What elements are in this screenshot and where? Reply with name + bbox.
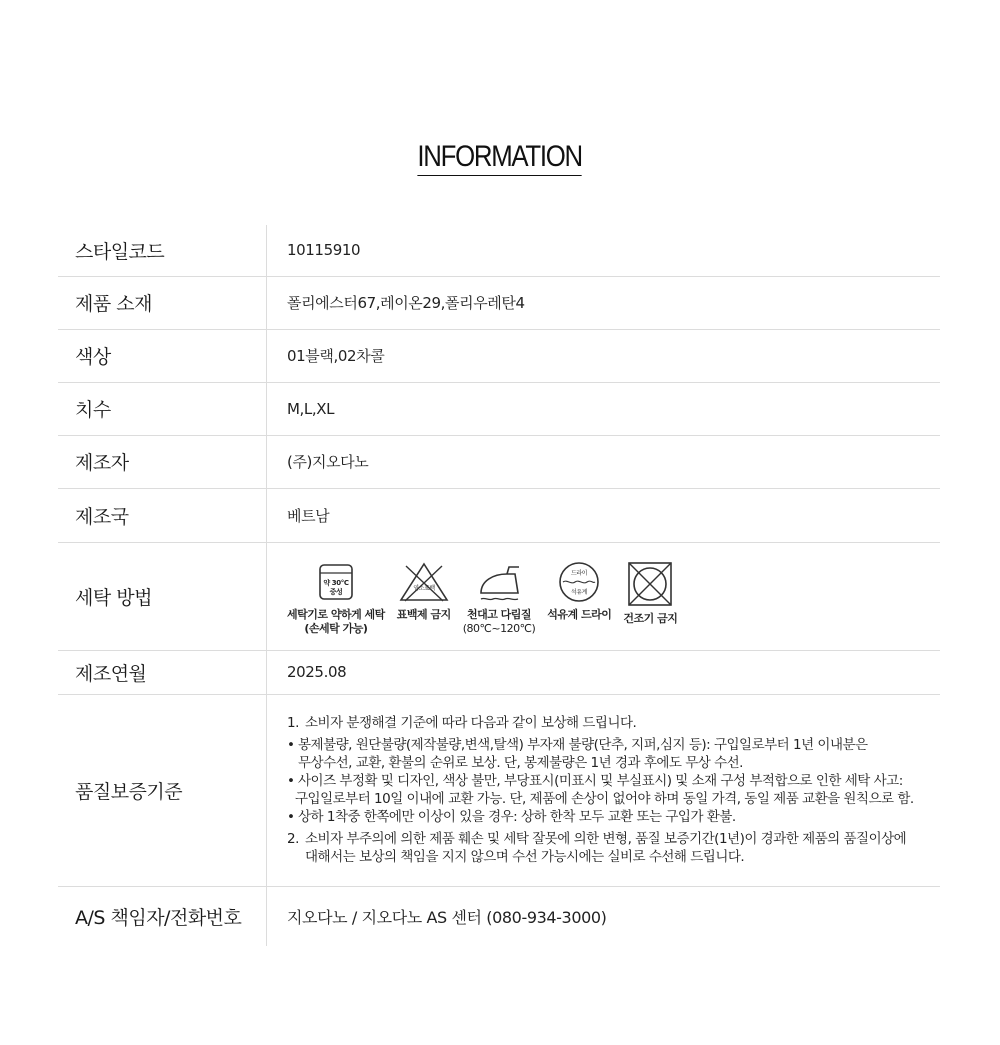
- row-value: 01블랙,02차콜: [267, 329, 941, 382]
- care-item-iron: [463, 561, 536, 636]
- table-row-style-code: [58, 225, 940, 276]
- bullet-mark: •: [287, 737, 295, 753]
- care-caption-line: 석유계 드라이: [547, 607, 612, 621]
- bullet-text: 사이즈 부정확 및 디자인, 색상 불만, 부당표시(미표시 및 부실표시) 및 소재 구성 부적합으로 인한 세탁 사고:: [298, 773, 903, 789]
- item-number: 1.: [287, 715, 299, 731]
- product-info-table: [58, 225, 940, 946]
- row-label: 제조자: [58, 435, 267, 488]
- row-label: 치수: [58, 382, 267, 435]
- iron-low-icon: [475, 561, 523, 603]
- row-value: 10115910: [267, 225, 941, 276]
- row-value: 베트남: [267, 488, 941, 542]
- bullet-text-cont: 구입일로부터 10일 이내에 교환 가능. 단, 제품에 손상이 없어야 하며 동일 가격, 동일 제품 교환을 원칙으로 함.: [295, 791, 914, 807]
- quality-item: [287, 830, 940, 848]
- wash-detergent-text: 중성: [329, 587, 343, 596]
- page-title-wrap: [0, 140, 1000, 176]
- no-bleach-icon: [398, 561, 450, 603]
- table-row-maker: [58, 435, 940, 488]
- row-label: 제조국: [58, 488, 267, 542]
- petroleum-text: 석유계: [571, 588, 588, 596]
- bullet-mark: •: [287, 773, 295, 789]
- care-caption-line: 표백제 금지: [396, 607, 451, 621]
- quality-item: [287, 714, 940, 732]
- row-label: 색상: [58, 329, 267, 382]
- table-row-color: [58, 329, 940, 382]
- row-value: M,L,XL: [267, 382, 941, 435]
- dry-text: 드라이: [571, 569, 588, 577]
- bullet-text: 상하 1착중 한쪽에만 이상이 있을 경우: 상하 한착 모두 교환 또는 구입가 환불.: [298, 809, 736, 825]
- table-row-quality: [58, 694, 940, 886]
- quality-bullet: [287, 736, 940, 754]
- quality-bullet: [287, 772, 940, 790]
- care-item-no-tumble-dry: [623, 561, 677, 626]
- table-row-date: [58, 650, 940, 694]
- no-tumble-dry-icon: [627, 561, 673, 607]
- row-label: A/S 책임자/전화번호: [58, 886, 267, 946]
- table-row-country: [58, 488, 940, 542]
- table-row-as: [58, 886, 940, 946]
- dry-clean-petroleum-icon: [557, 561, 601, 603]
- care-caption-line: (80℃~120℃): [462, 621, 536, 635]
- bullet-text: 봉제불량, 원단불량(제작불량,변색,탈색) 부자재 불량(단추, 지퍼,심지 등): 구입일로부터 1년 이내분은: [298, 737, 868, 753]
- table-row-size: [58, 382, 940, 435]
- quality-bullet: [287, 808, 940, 826]
- care-caption-line: 건조기 금지: [623, 611, 678, 625]
- care-caption-line: 세탁기로 약하게 세탁: [287, 607, 385, 621]
- care-caption-line: 천대고 다림질: [466, 607, 532, 621]
- table-row-washing: [58, 542, 940, 650]
- row-value: 폴리에스터67,레이온29,폴리우레탄4: [267, 276, 941, 329]
- care-item-no-bleach: [397, 561, 451, 622]
- page-title: INFORMATION: [418, 140, 582, 176]
- care-caption: [463, 608, 536, 636]
- row-label: 제조연월: [58, 650, 267, 694]
- item-text: 소비자 부주의에 의한 제품 훼손 및 세탁 잘못에 의한 변형, 품질 보증기간(1년)이 경과한 제품의 품질이상에: [305, 831, 907, 847]
- row-value: [267, 694, 941, 886]
- bullet-mark: •: [287, 809, 295, 825]
- item-text: 소비자 분쟁해결 기준에 따라 다음과 같이 보상해 드립니다.: [305, 715, 637, 731]
- care-caption: [397, 608, 451, 622]
- care-caption-line: (손세탁 가능): [304, 621, 368, 635]
- care-icons: [287, 561, 940, 636]
- row-value: 지오다노 / 지오다노 AS 센터 (080-934-3000): [287, 907, 607, 927]
- row-label: 제품 소재: [58, 276, 267, 329]
- quality-text: [287, 714, 940, 866]
- hand-wash-30-icon: [316, 561, 356, 603]
- bleach-text: 염소표백: [412, 584, 435, 592]
- row-label: 스타일코드: [58, 225, 267, 276]
- care-item-dry-clean: [547, 561, 611, 622]
- table-row-material: [58, 276, 940, 329]
- row-value: (주)지오다노: [267, 435, 941, 488]
- care-caption: [547, 608, 611, 622]
- row-value: 2025.08: [267, 650, 941, 694]
- care-caption: [623, 612, 677, 626]
- item-text-cont: 대해서는 보상의 책임을 지지 않으며 수선 가능시에는 실비로 수선해 드립니다.: [305, 849, 745, 865]
- row-label: 세탁 방법: [58, 542, 267, 650]
- row-label: 품질보증기준: [58, 694, 267, 886]
- care-caption: [287, 608, 385, 636]
- item-number: 2.: [287, 831, 299, 847]
- row-value: [267, 542, 941, 650]
- bullet-text-cont: 무상수선, 교환, 환불의 순위로 보상. 단, 봉제불량은 1년 경과 후에도 무상 수선.: [298, 755, 743, 771]
- care-item-hand-wash: [287, 561, 385, 636]
- wash-temp-text: 약 30°C: [323, 578, 349, 587]
